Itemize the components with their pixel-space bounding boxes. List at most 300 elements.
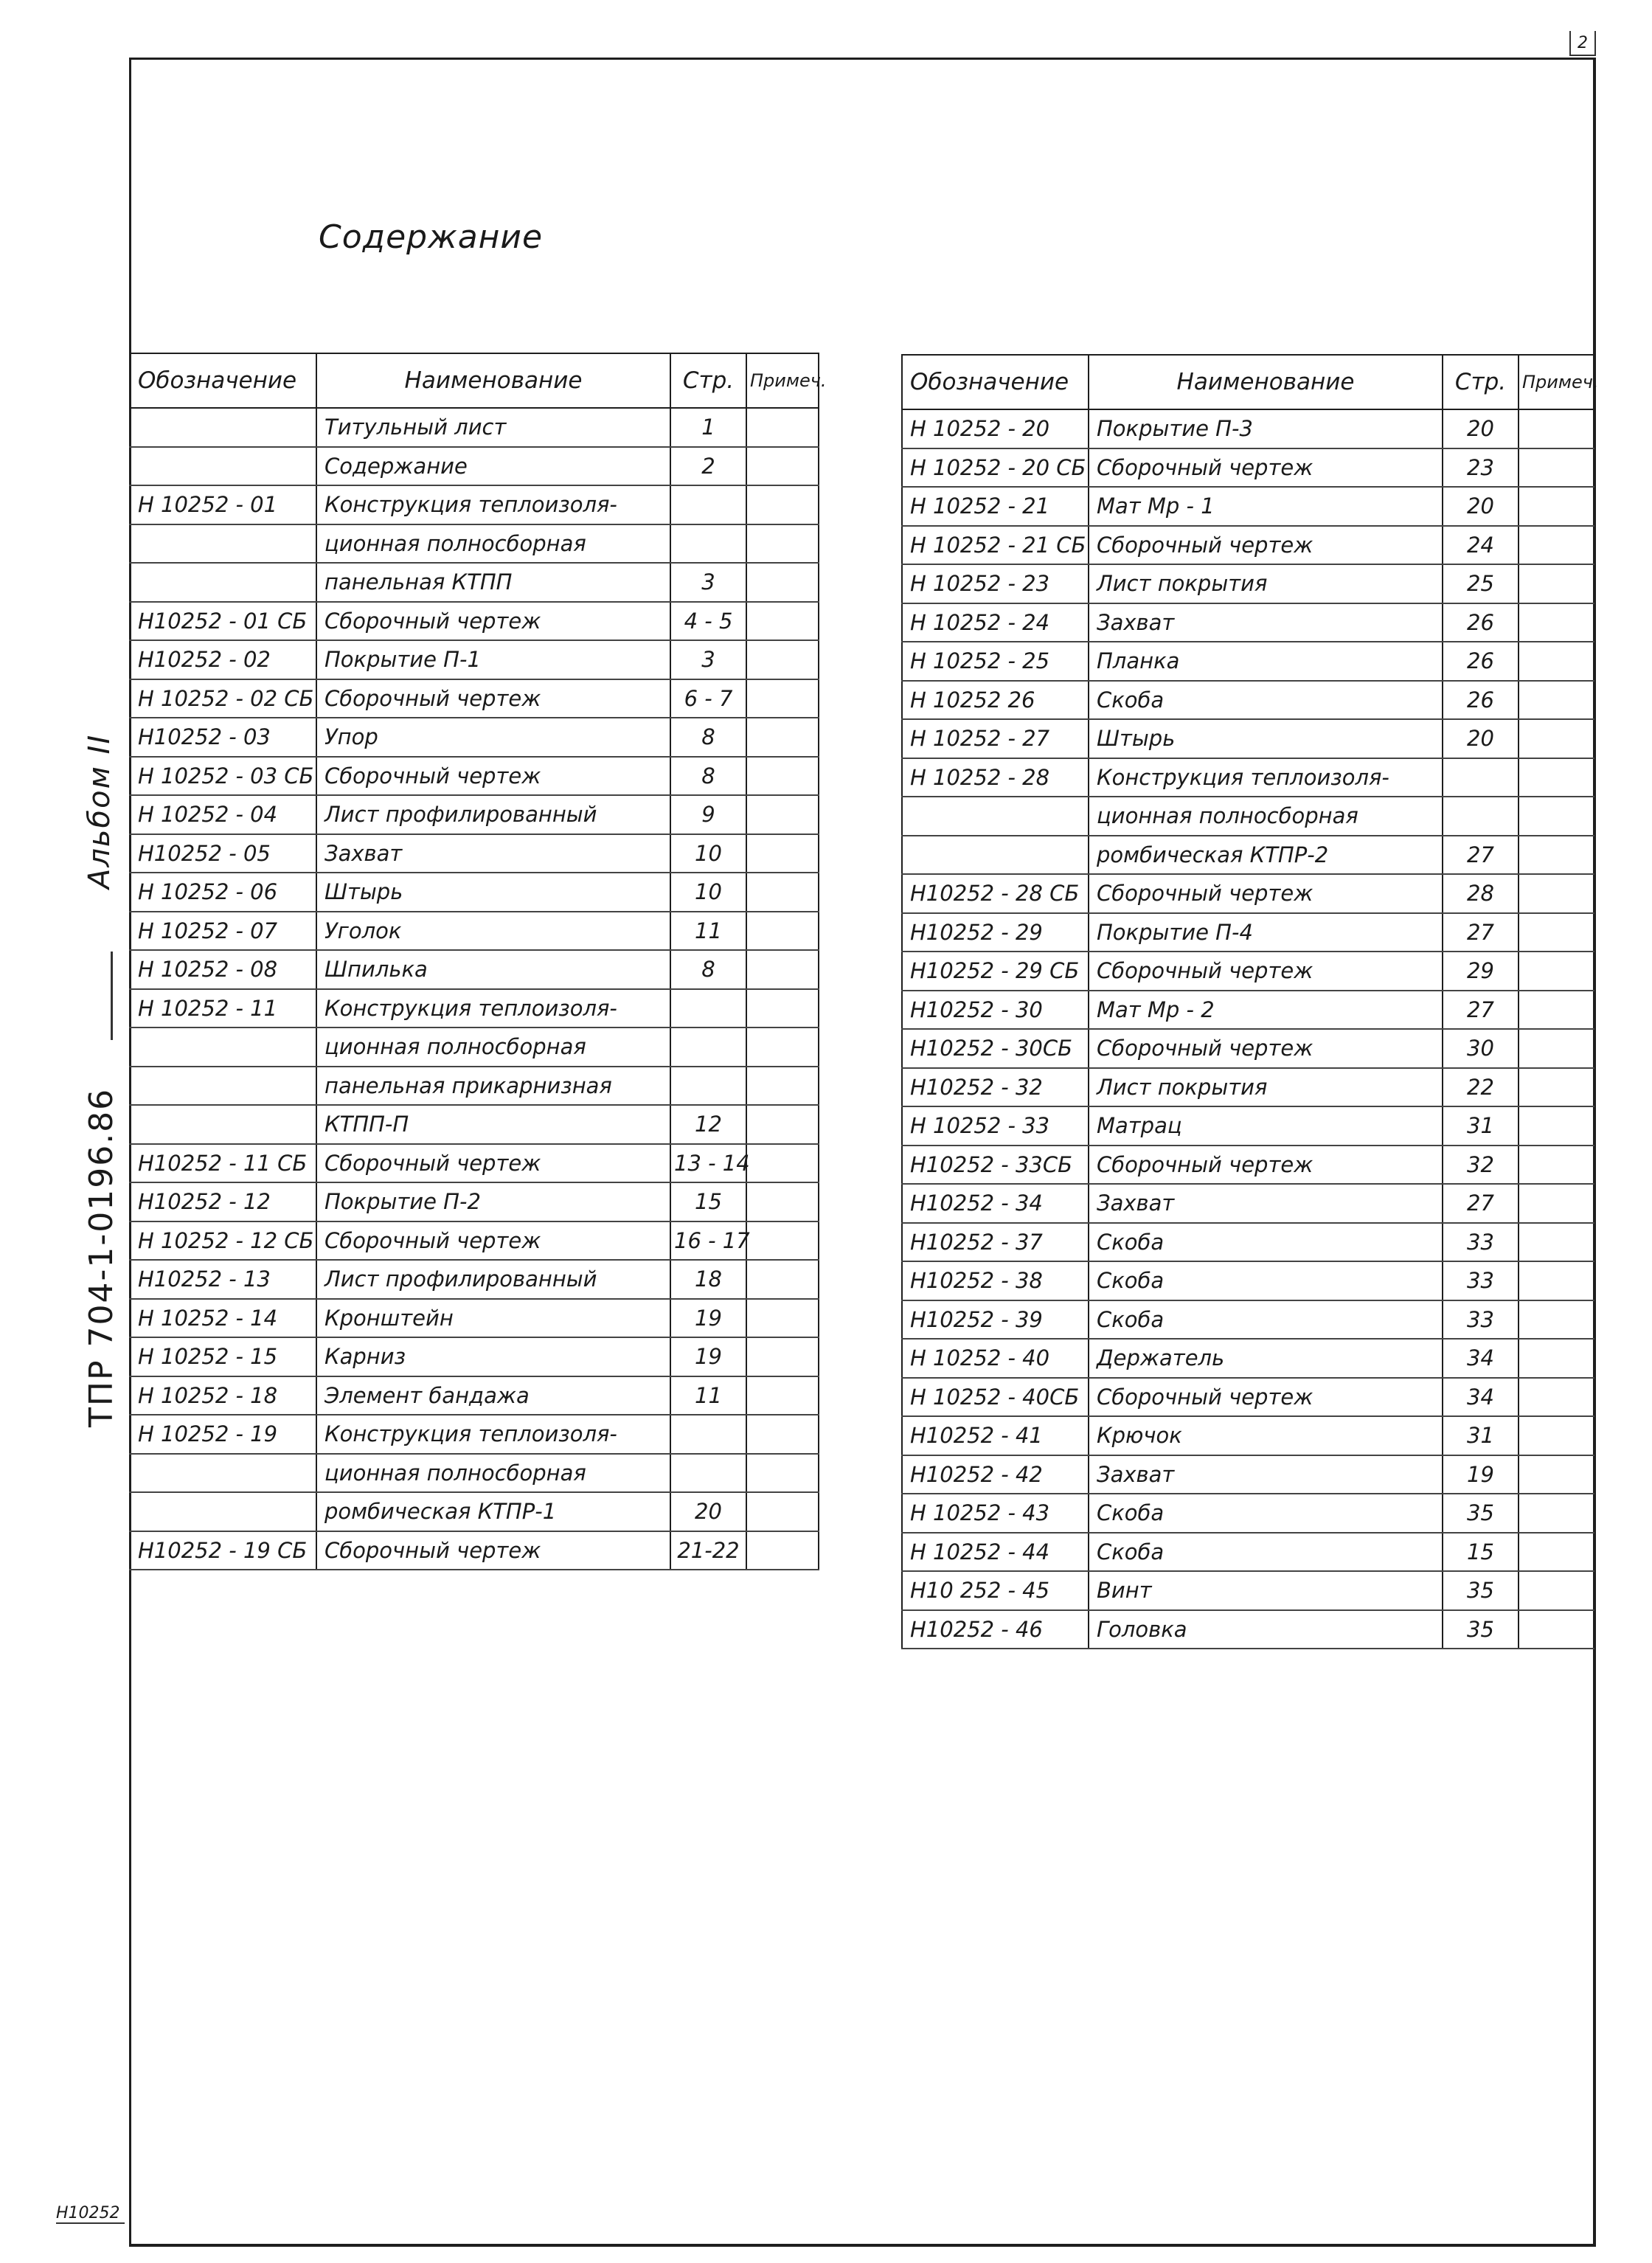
designation-cell: Н 10252 26 [902, 681, 1089, 720]
note-cell [1519, 874, 1594, 913]
page-cell [1443, 758, 1519, 797]
name-cell: Матрац [1089, 1106, 1443, 1146]
designation-cell: Н 10252 - 14 [130, 1299, 316, 1338]
designation-cell: Н10252 - 37 [902, 1223, 1089, 1262]
table-row [130, 1182, 819, 1221]
page-cell: 35 [1443, 1610, 1519, 1649]
table-row [130, 757, 819, 796]
name-cell: Элемент бандажа [316, 1376, 670, 1415]
table-row [902, 487, 1594, 526]
designation-cell [130, 447, 316, 486]
table-row [130, 912, 819, 951]
designation-cell: Н10252 - 02 [130, 640, 316, 679]
page-cell: 13 - 14 [670, 1144, 746, 1183]
note-cell [1519, 952, 1594, 991]
table-row [902, 797, 1594, 836]
note-cell [746, 524, 819, 564]
designation-cell: Н 10252 - 28 [902, 758, 1089, 797]
designation-cell: Н10252 - 12 [130, 1182, 316, 1221]
name-cell: Сборочный чертеж [1089, 448, 1443, 488]
table-row [130, 718, 819, 757]
name-cell: Покрытие П-4 [1089, 913, 1443, 952]
name-cell: Карниз [316, 1337, 670, 1376]
name-cell: Покрытие П-2 [316, 1182, 670, 1221]
table-row [130, 447, 819, 486]
name-cell: ромбическая КТПР-2 [1089, 836, 1443, 875]
side-divider [111, 952, 113, 1040]
name-header: Наименование [1089, 355, 1443, 409]
note-cell [1519, 991, 1594, 1030]
designation-cell: Н 10252 - 07 [130, 912, 316, 951]
designation-cell [130, 1067, 316, 1106]
designation-cell: Н10252 - 30 [902, 991, 1089, 1030]
designation-cell: Н 10252 - 40СБ [902, 1378, 1089, 1417]
note-cell [1519, 448, 1594, 488]
note-cell [746, 757, 819, 796]
table-row [130, 640, 819, 679]
designation-cell: Н 10252 - 20 СБ [902, 448, 1089, 488]
name-cell: Головка [1089, 1610, 1443, 1649]
page-cell: 26 [1443, 681, 1519, 720]
name-cell: панельная КТПП [316, 563, 670, 602]
designation-cell [130, 1492, 316, 1531]
page-cell: 15 [1443, 1533, 1519, 1572]
table-row [902, 1146, 1594, 1185]
designation-cell: Н 10252 - 19 [130, 1415, 316, 1454]
table-row [130, 1454, 819, 1493]
page-cell: 22 [1443, 1068, 1519, 1107]
designation-cell: Н10252 - 05 [130, 834, 316, 873]
name-cell: Сборочный чертеж [316, 602, 670, 641]
note-cell [1519, 487, 1594, 526]
table-row [130, 679, 819, 718]
page-cell: 8 [670, 950, 746, 989]
name-cell: Содержание [316, 447, 670, 486]
name-cell: Лист профилированный [316, 1260, 670, 1299]
table-row [902, 952, 1594, 991]
note-cell [1519, 1106, 1594, 1146]
document-code: ТПР 704-1-0196.86 [83, 1087, 120, 1427]
designation-cell: Н10252 - 33СБ [902, 1146, 1089, 1185]
page-cell [670, 524, 746, 564]
name-cell: Штырь [316, 873, 670, 912]
page-cell: 8 [670, 718, 746, 757]
page-cell: 9 [670, 795, 746, 834]
page-cell: 32 [1443, 1146, 1519, 1185]
album-label: Альбом II [83, 733, 117, 889]
table-row [902, 1494, 1594, 1533]
note-cell [1519, 913, 1594, 952]
name-cell: ционная полносборная [316, 524, 670, 564]
note-cell [1519, 1184, 1594, 1223]
note-cell [746, 1454, 819, 1493]
name-cell: Планка [1089, 642, 1443, 681]
name-cell: Крючок [1089, 1416, 1443, 1455]
designation-cell [130, 1454, 316, 1493]
name-cell: ромбическая КТПР-1 [316, 1492, 670, 1531]
note-cell [1519, 1378, 1594, 1417]
designation-cell: Н 10252 - 24 [902, 603, 1089, 642]
name-cell: Сборочный чертеж [1089, 1378, 1443, 1417]
page-cell [670, 1027, 746, 1067]
note-cell [1519, 642, 1594, 681]
designation-cell [902, 836, 1089, 875]
table-row [130, 989, 819, 1028]
name-cell: Кронштейн [316, 1299, 670, 1338]
page-cell: 27 [1443, 836, 1519, 875]
designation-header: Обозначение [130, 353, 316, 408]
note-cell [746, 485, 819, 524]
designation-cell: Н10252 - 29 СБ [902, 952, 1089, 991]
table-row [130, 563, 819, 602]
name-cell: Захват [1089, 1184, 1443, 1223]
page-cell: 11 [670, 912, 746, 951]
note-cell [746, 1531, 819, 1570]
page-cell [1443, 797, 1519, 836]
name-cell: Сборочный чертеж [1089, 526, 1443, 565]
contents-table-right [901, 354, 1599, 1649]
designation-cell: Н10252 - 39 [902, 1300, 1089, 1340]
table-row [130, 1376, 819, 1415]
name-cell: Конструкция теплоизоля- [1089, 758, 1443, 797]
name-cell: Сборочный чертеж [1089, 1146, 1443, 1185]
table-row [130, 1221, 819, 1261]
page-title: Содержание [319, 218, 544, 256]
name-cell: Сборочный чертеж [316, 1531, 670, 1570]
note-cell [1519, 564, 1594, 603]
table-row [130, 1144, 819, 1183]
note-cell [1519, 1300, 1594, 1340]
table-row [130, 485, 819, 524]
note-cell [746, 408, 819, 447]
page-cell: 31 [1443, 1106, 1519, 1146]
name-cell: Штырь [1089, 719, 1443, 758]
name-cell: Скоба [1089, 1300, 1443, 1340]
page-cell: 33 [1443, 1261, 1519, 1300]
name-cell: Мат Мр - 1 [1089, 487, 1443, 526]
name-cell: Сборочный чертеж [1089, 874, 1443, 913]
note-cell [746, 1067, 819, 1106]
table-row [130, 834, 819, 873]
note-cell [746, 1492, 819, 1531]
table-row [902, 1029, 1594, 1068]
table-row [902, 1610, 1594, 1649]
table-header-row [902, 355, 1594, 409]
table-row [902, 409, 1594, 448]
table-row [902, 874, 1594, 913]
name-cell: ционная полносборная [316, 1027, 670, 1067]
page-cell: 31 [1443, 1416, 1519, 1455]
name-cell: Лист покрытия [1089, 564, 1443, 603]
name-cell: Скоба [1089, 1261, 1443, 1300]
designation-cell: Н10252 - 01 СБ [130, 602, 316, 641]
page-cell: 20 [1443, 409, 1519, 448]
page-cell [670, 1454, 746, 1493]
table-row [902, 1416, 1594, 1455]
page-cell: 15 [670, 1182, 746, 1221]
page-cell: 6 - 7 [670, 679, 746, 718]
designation-cell: Н 10252 - 12 СБ [130, 1221, 316, 1261]
table-row [902, 526, 1594, 565]
designation-cell: Н10252 - 29 [902, 913, 1089, 952]
designation-cell: Н 10252 - 08 [130, 950, 316, 989]
page-cell: 11 [670, 1376, 746, 1415]
page-cell: 34 [1443, 1339, 1519, 1378]
note-cell [746, 1260, 819, 1299]
note-cell [746, 1182, 819, 1221]
page-cell: 16 - 17 [670, 1221, 746, 1261]
name-cell: Скоба [1089, 681, 1443, 720]
page-cell: 30 [1443, 1029, 1519, 1068]
note-cell [1519, 1610, 1594, 1649]
table-row [130, 1531, 819, 1570]
designation-cell: Н 10252 - 15 [130, 1337, 316, 1376]
name-cell: КТПП-П [316, 1105, 670, 1144]
name-cell: Скоба [1089, 1533, 1443, 1572]
page-cell [670, 485, 746, 524]
page-cell: 12 [670, 1105, 746, 1144]
note-cell [746, 1299, 819, 1338]
designation-cell: Н 10252 - 02 СБ [130, 679, 316, 718]
page-cell: 1 [670, 408, 746, 447]
table-row [130, 1260, 819, 1299]
name-cell: Скоба [1089, 1223, 1443, 1262]
designation-cell: Н 10252 - 18 [130, 1376, 316, 1415]
name-cell: Покрытие П-1 [316, 640, 670, 679]
table-row [130, 524, 819, 564]
designation-cell: Н 10252 - 23 [902, 564, 1089, 603]
table-row [902, 1533, 1594, 1572]
page-number: 2 [1569, 31, 1596, 56]
name-cell: Конструкция теплоизоля- [316, 485, 670, 524]
table-row [130, 1299, 819, 1338]
note-cell [1519, 758, 1594, 797]
note-cell [746, 795, 819, 834]
note-header: Примеч. [746, 353, 819, 408]
note-cell [1519, 681, 1594, 720]
name-cell: Мат Мр - 2 [1089, 991, 1443, 1030]
name-cell: Покрытие П-3 [1089, 409, 1443, 448]
designation-cell: Н10252 - 41 [902, 1416, 1089, 1455]
page-cell [670, 989, 746, 1028]
page-cell: 19 [670, 1337, 746, 1376]
note-cell [746, 1376, 819, 1415]
page-cell: 3 [670, 563, 746, 602]
table-row [130, 795, 819, 834]
table-row [130, 408, 819, 447]
designation-cell [130, 1105, 316, 1144]
designation-cell: Н 10252 - 27 [902, 719, 1089, 758]
designation-cell: Н 10252 - 43 [902, 1494, 1089, 1533]
contents-table-left [129, 353, 827, 1570]
name-cell: Сборочный чертеж [316, 757, 670, 796]
table-row [902, 719, 1594, 758]
name-cell: панельная прикарнизная [316, 1067, 670, 1106]
designation-cell: Н10252 - 13 [130, 1260, 316, 1299]
note-cell [1519, 526, 1594, 565]
page-cell: 21-22 [670, 1531, 746, 1570]
note-cell [1519, 1455, 1594, 1494]
designation-cell: Н 10252 - 25 [902, 642, 1089, 681]
page-cell: 33 [1443, 1223, 1519, 1262]
page-cell: 3 [670, 640, 746, 679]
note-cell [746, 950, 819, 989]
designation-cell: Н10252 - 11 СБ [130, 1144, 316, 1183]
designation-cell [130, 524, 316, 564]
note-cell [746, 563, 819, 602]
designation-cell [130, 408, 316, 447]
page-cell: 20 [670, 1492, 746, 1531]
page-cell: 10 [670, 834, 746, 873]
sheet-stamp: Н10252 [56, 2204, 125, 2224]
name-cell: Титульный лист [316, 408, 670, 447]
page-cell [670, 1415, 746, 1454]
table-row [902, 1184, 1594, 1223]
designation-cell: Н 10252 - 01 [130, 485, 316, 524]
table-row [902, 448, 1594, 488]
name-cell: Упор [316, 718, 670, 757]
name-cell: Сборочный чертеж [316, 1221, 670, 1261]
note-cell [1519, 1339, 1594, 1378]
page-cell: 4 - 5 [670, 602, 746, 641]
page-cell: 18 [670, 1260, 746, 1299]
table-row [902, 1106, 1594, 1146]
name-cell: ционная полносборная [316, 1454, 670, 1493]
designation-cell: Н10252 - 28 СБ [902, 874, 1089, 913]
table-row [902, 1339, 1594, 1378]
page-cell: 27 [1443, 1184, 1519, 1223]
page-cell: 28 [1443, 874, 1519, 913]
page-cell: 33 [1443, 1300, 1519, 1340]
note-cell [1519, 1068, 1594, 1107]
designation-cell: Н10252 - 30СБ [902, 1029, 1089, 1068]
page-cell: 19 [670, 1299, 746, 1338]
table-row [902, 603, 1594, 642]
table-row [902, 1378, 1594, 1417]
note-cell [746, 1221, 819, 1261]
designation-cell: Н 10252 - 11 [130, 989, 316, 1028]
table-row [130, 1105, 819, 1144]
page-cell: 26 [1443, 603, 1519, 642]
table-header-row [130, 353, 819, 408]
page-cell: 24 [1443, 526, 1519, 565]
designation-cell: Н 10252 - 21 СБ [902, 526, 1089, 565]
note-cell [1519, 719, 1594, 758]
note-cell [1519, 1029, 1594, 1068]
note-cell [746, 1144, 819, 1183]
note-cell [1519, 409, 1594, 448]
note-cell [746, 834, 819, 873]
designation-cell: Н10252 - 03 [130, 718, 316, 757]
designation-cell: Н10252 - 38 [902, 1261, 1089, 1300]
note-cell [746, 679, 819, 718]
name-cell: Лист профилированный [316, 795, 670, 834]
page-cell: 25 [1443, 564, 1519, 603]
page-cell: 20 [1443, 719, 1519, 758]
name-cell: Сборочный чертеж [316, 679, 670, 718]
name-cell: Захват [1089, 1455, 1443, 1494]
designation-cell: Н 10252 - 20 [902, 409, 1089, 448]
note-cell [1519, 836, 1594, 875]
name-cell: Винт [1089, 1571, 1443, 1610]
page-cell [670, 1067, 746, 1106]
page-cell: 26 [1443, 642, 1519, 681]
note-cell [1519, 1571, 1594, 1610]
note-cell [746, 873, 819, 912]
name-cell: Сборочный чертеж [1089, 1029, 1443, 1068]
name-cell: Лист покрытия [1089, 1068, 1443, 1107]
designation-cell: Н10252 - 19 СБ [130, 1531, 316, 1570]
table-row [902, 1571, 1594, 1610]
name-cell: Конструкция теплоизоля- [316, 1415, 670, 1454]
note-cell [746, 447, 819, 486]
page-header: Стр. [670, 353, 746, 408]
designation-cell: Н 10252 - 44 [902, 1533, 1089, 1572]
name-cell: Сборочный чертеж [316, 1144, 670, 1183]
name-cell: Сборочный чертеж [1089, 952, 1443, 991]
page-cell: 29 [1443, 952, 1519, 991]
page-cell: 8 [670, 757, 746, 796]
table-row [130, 873, 819, 912]
table-row [902, 1300, 1594, 1340]
designation-cell [902, 797, 1089, 836]
note-cell [746, 640, 819, 679]
name-cell: Шпилька [316, 950, 670, 989]
note-cell [1519, 1416, 1594, 1455]
table-row [130, 1492, 819, 1531]
table-row [902, 1455, 1594, 1494]
designation-cell [130, 1027, 316, 1067]
designation-cell: Н10252 - 42 [902, 1455, 1089, 1494]
table-row [130, 950, 819, 989]
table-row [902, 991, 1594, 1030]
designation-cell [130, 563, 316, 602]
name-header: Наименование [316, 353, 670, 408]
name-cell: Держатель [1089, 1339, 1443, 1378]
note-cell [1519, 603, 1594, 642]
page-cell: 34 [1443, 1378, 1519, 1417]
page-cell: 20 [1443, 487, 1519, 526]
page-cell: 35 [1443, 1571, 1519, 1610]
note-cell [746, 1337, 819, 1376]
table-row [130, 1067, 819, 1106]
page-header: Стр. [1443, 355, 1519, 409]
note-cell [1519, 1146, 1594, 1185]
table-row [902, 1068, 1594, 1107]
page-cell: 35 [1443, 1494, 1519, 1533]
name-cell: Захват [1089, 603, 1443, 642]
note-cell [746, 602, 819, 641]
table-row [902, 681, 1594, 720]
designation-cell: Н 10252 - 40 [902, 1339, 1089, 1378]
designation-cell: Н10252 - 46 [902, 1610, 1089, 1649]
page-cell: 2 [670, 447, 746, 486]
name-cell: ционная полносборная [1089, 797, 1443, 836]
table-row [902, 913, 1594, 952]
note-cell [1519, 1223, 1594, 1262]
note-cell [1519, 1494, 1594, 1533]
note-cell [1519, 1261, 1594, 1300]
note-cell [746, 912, 819, 951]
note-cell [746, 718, 819, 757]
designation-cell: Н10 252 - 45 [902, 1571, 1089, 1610]
designation-cell: Н 10252 - 33 [902, 1106, 1089, 1146]
table-row [902, 1223, 1594, 1262]
note-header: Примеч. [1519, 355, 1594, 409]
designation-cell: Н 10252 - 21 [902, 487, 1089, 526]
table-row [902, 1261, 1594, 1300]
page-cell: 10 [670, 873, 746, 912]
